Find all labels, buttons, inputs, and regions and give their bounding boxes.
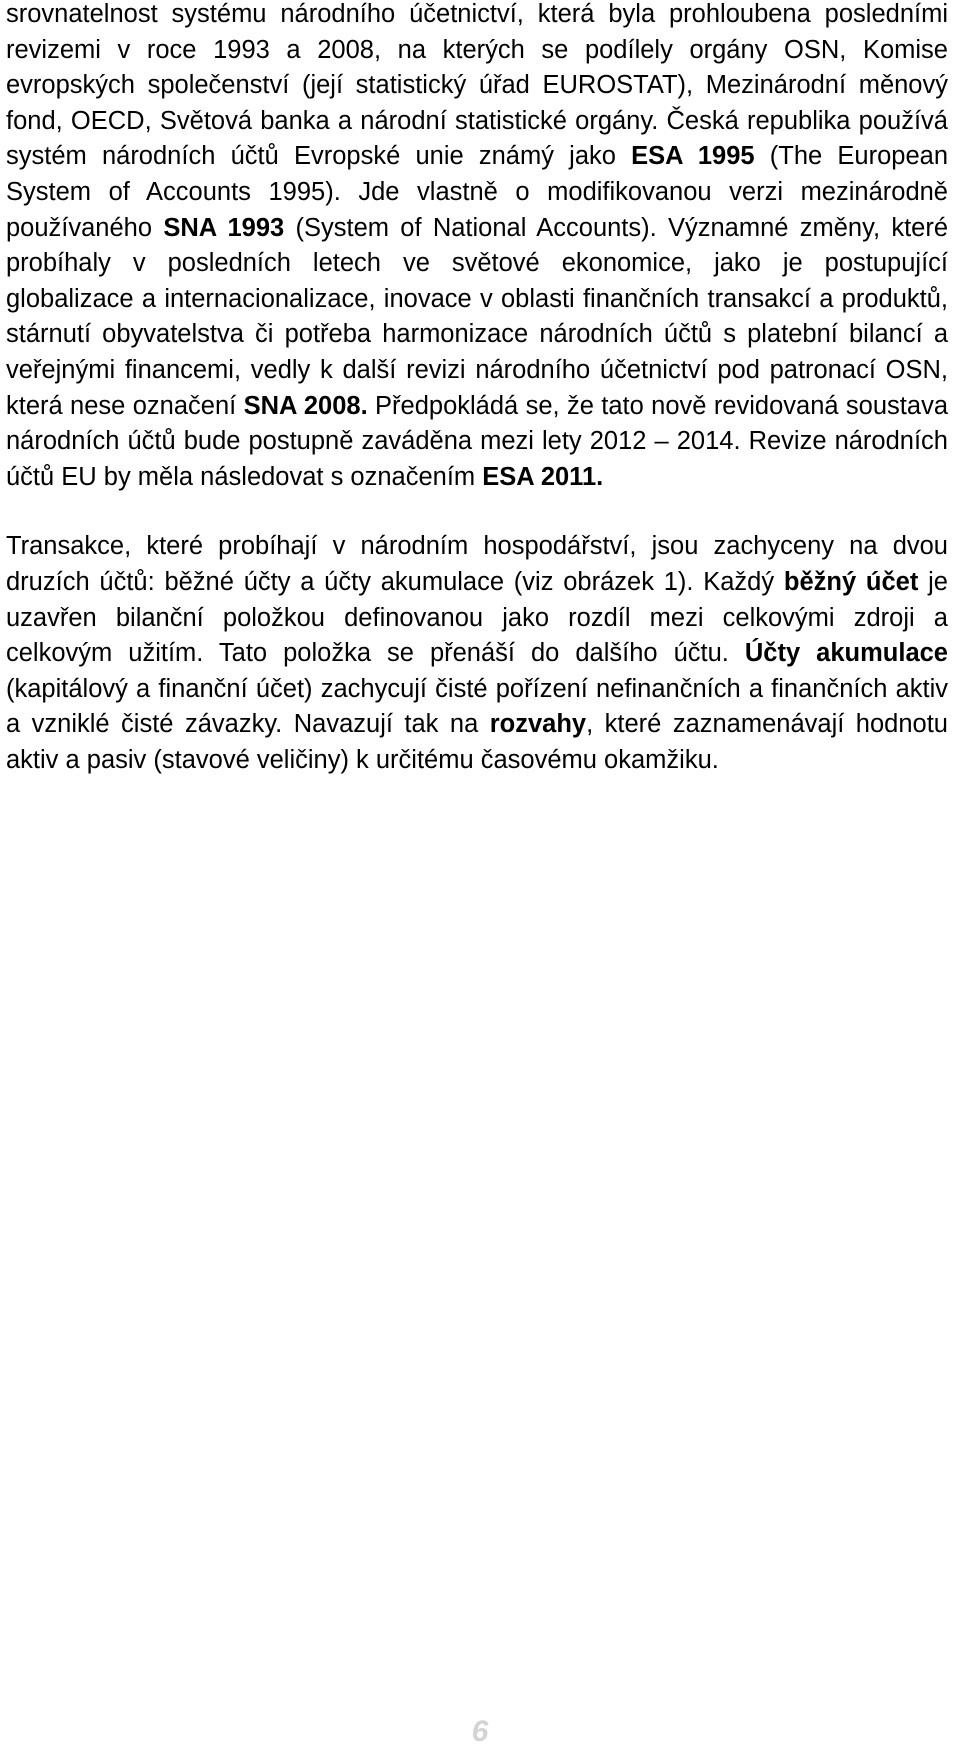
paragraph-text: Transakce, které probíhají v národním hospodářství, jsou zachyceny na dvou druzích účtů: běžné účty a účty akumulace (viz obrázek 1). Každý [6, 532, 948, 596]
paragraph-text: Předpokládá se, že tato nově revidovaná soustava národních účtů bude postupně zaváděna mezi lety 2012 – 2014. Revize národních účtů EU by měla následovat s označením [6, 391, 948, 491]
document-page [6, 0, 948, 778]
bold-term: Účty akumulace [744, 639, 948, 668]
paragraph-text: (The European System of Accounts 1995). Jde vlastně o modifikovanou verzi mezinárodně používaného [6, 142, 948, 242]
bold-term: SNA 2008. [243, 391, 368, 420]
paragraph-text: srovnatelnost systému národního účetnictví, která byla prohloubena posledními revizemi v roce 1993 a 2008, na kterých se podílely orgány OSN, Komise evropských společenství (její statistický úřad EUROSTAT), Mezinárodní měnový fond, OECD, Světová banka a národní statistické orgány. Česká republika používá systém národních účtů Evropské unie známý jako [6, 0, 948, 171]
paragraph-text: , které zaznamenávají hodnotu aktiv a pasiv (stavové veličiny) k určitému časovému okamžiku. [6, 710, 948, 774]
bold-term: ESA 1995 [631, 142, 755, 171]
body-paragraph [6, 529, 948, 778]
paragraph-text: (kapitálový a finanční účet) zachycují čisté pořízení nefinančních a finančních aktiv a vzniklé čisté závazky. Navazují tak na [6, 674, 948, 739]
bold-term: rozvahy [489, 710, 587, 739]
page-number: 6 [471, 1715, 489, 1748]
paragraph-text: je uzavřen bilanční položkou definovanou jako rozdíl mezi celkovými zdroji a celkovým užitím. Tato položka se přenáší do dalšího účtu. [6, 567, 948, 668]
body-paragraph [6, 0, 948, 495]
paragraph-text: (System of National Accounts). Významné změny, které probíhaly v posledních letech ve světové ekonomice, jako je postupující globalizace a internacionalizace, inovace v oblasti finančních transakcí a produktů, stárnutí obyvatelstva či potřeba harmonizace národních účtů s platební bilancí a veřejnými financemi, vedly k další revizi národního účetnictví pod patronací OSN, která nese označení [6, 213, 949, 420]
bold-term: ESA 2011. [482, 462, 604, 491]
bold-term: běžný účet [783, 567, 919, 596]
bold-term: SNA 1993 [163, 213, 285, 242]
